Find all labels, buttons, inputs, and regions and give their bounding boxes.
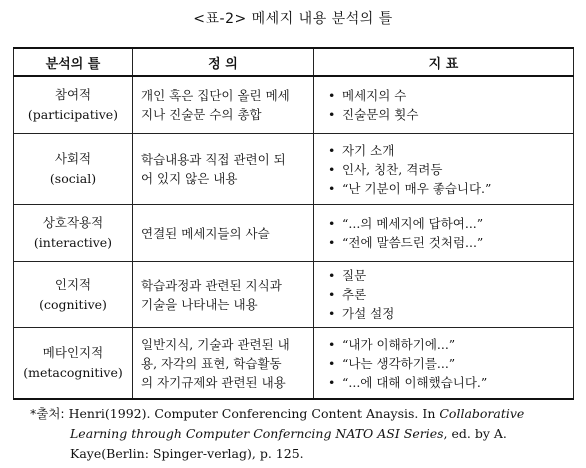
- category-cell: [14, 205, 133, 262]
- indicator-item: • “...에 대해 이해했습니다.”: [328, 374, 488, 390]
- bullet-icon: •: [328, 142, 336, 158]
- table-row: [14, 76, 574, 134]
- category-cell: [14, 262, 133, 328]
- source-text-c: Kaye(Berlin: Spinger-verlag), p. 125.: [70, 446, 304, 461]
- definition-cell: [133, 134, 314, 205]
- category-english: (interactive): [33, 235, 113, 250]
- indicator-item: • 추론: [328, 287, 367, 302]
- table-row: [14, 134, 574, 205]
- bullet-icon: •: [328, 180, 336, 196]
- indicator-item: • 진술문의 횟수: [328, 107, 419, 122]
- table-row: [14, 205, 574, 262]
- source-label: *출처:: [30, 406, 65, 421]
- indicator-cell: [314, 328, 574, 400]
- bullet-icon: •: [328, 88, 336, 103]
- bullet-icon: •: [328, 287, 336, 302]
- bullet-icon: •: [328, 306, 336, 321]
- bullet-icon: •: [328, 161, 336, 177]
- header-definition: 정 의: [133, 48, 314, 76]
- category-cell: [14, 134, 133, 205]
- table-row: [14, 328, 574, 400]
- header-indicator: 지 표: [314, 48, 574, 76]
- indicator-item: • “...의 메세지에 답하여...”: [328, 216, 484, 231]
- source-text-a: Henri(1992). Computer Conferencing Content Anaysis. In: [64, 406, 440, 421]
- table-row: [14, 262, 574, 328]
- indicator-item: • “나는 생각하기를...”: [328, 355, 456, 371]
- indicator-item: • 메세지의 수: [328, 88, 407, 103]
- table-header-row: [14, 48, 574, 76]
- definition-line: 연결된 메세지들의 사슬: [141, 225, 270, 241]
- definition-line: 기술을 나타내는 내용: [141, 296, 258, 312]
- indicator-item: • “난 기분이 매우 좋습니다.”: [328, 180, 492, 196]
- definition-cell: [133, 262, 314, 328]
- source-line-2: [30, 424, 580, 444]
- definition-line: 의 자기규제와 관련된 내용: [141, 374, 286, 390]
- indicator-item: • 인사, 칭찬, 격려등: [328, 161, 443, 177]
- definition-line: 지나 진술문 수의 총합: [141, 107, 262, 122]
- indicator-cell: [314, 134, 574, 205]
- category-cell: [14, 328, 133, 400]
- indicator-item: • “전에 말씀드린 것처럼...”: [328, 235, 484, 250]
- bullet-icon: •: [328, 336, 336, 352]
- indicator-cell: [314, 262, 574, 328]
- source-italic-b: Learning through Computer Conferncing NATO ASI Series: [70, 426, 444, 441]
- bullet-icon: •: [328, 235, 336, 250]
- category-korean: 메타인지적: [42, 345, 104, 360]
- bullet-icon: •: [328, 216, 336, 231]
- category-korean: 참여적: [54, 87, 92, 102]
- indicator-item: • “내가 이해하기에...”: [328, 336, 456, 352]
- category-korean: 상호작용적: [42, 215, 104, 230]
- category-english: (participative): [27, 107, 119, 122]
- category-korean: 사회적: [54, 151, 92, 166]
- indicator-cell: [314, 76, 574, 134]
- category-english: (social): [49, 171, 97, 186]
- definition-line: 용, 자각의 표현, 학습활동: [141, 355, 282, 371]
- source-italic-a: Collaborative: [439, 406, 525, 421]
- definition-cell: [133, 205, 314, 262]
- bullet-icon: •: [328, 107, 336, 122]
- definition-line: 일반지식, 기술과 관련된 내: [141, 336, 290, 352]
- bullet-icon: •: [328, 355, 336, 371]
- table-caption: <표-2> 메세지 내용 분석의 틀: [193, 11, 393, 27]
- indicator-item: • 질문: [328, 268, 367, 283]
- definition-line: 학습과정과 관련된 지식과: [141, 277, 282, 293]
- indicator-cell: [314, 205, 574, 262]
- analysis-framework-table: [13, 47, 574, 400]
- definition-line: 어 있지 않은 내용: [141, 171, 238, 186]
- source-text-b: , ed. by A.: [443, 426, 507, 441]
- indicator-item: • 가설 설정: [328, 306, 395, 321]
- bullet-icon: •: [328, 268, 336, 283]
- category-cell: [14, 76, 133, 134]
- source-citation: [30, 404, 580, 464]
- definition-line: 개인 혹은 집단이 올린 메세: [141, 88, 290, 103]
- bullet-icon: •: [328, 374, 336, 390]
- category-english: (metacognitive): [23, 365, 123, 380]
- definition-cell: [133, 328, 314, 400]
- category-english: (cognitive): [39, 296, 107, 312]
- definition-line: 학습내용과 직접 관련이 되: [141, 152, 286, 167]
- indicator-item: • 자기 소개: [328, 142, 395, 158]
- category-korean: 인지적: [54, 276, 92, 292]
- header-framework: 분석의 틀: [14, 48, 133, 76]
- definition-cell: [133, 76, 314, 134]
